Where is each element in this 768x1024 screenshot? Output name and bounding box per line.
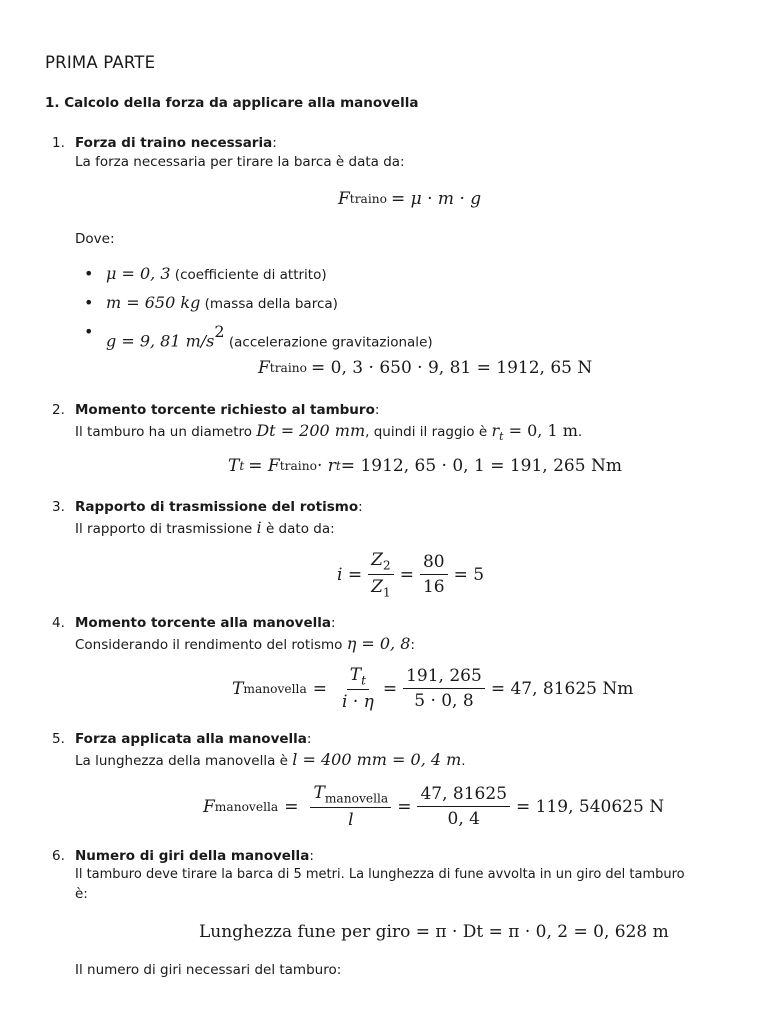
equation-torque-crank: T manovella = $\frac{T_t}{i \cdot \eta}$ = $\frac{191, 265}{5 \cdot 0, 8}$ = 47, 81625 Nm <box>232 665 634 713</box>
section-title: 1. Calcolo della forza da applicare alla manovella <box>45 95 419 111</box>
step-title: Rapporto di trasmissione del rotismo: <box>75 499 363 515</box>
step-description: Considerando il rendimento del rotismo η = 0, 8: <box>75 634 415 653</box>
fraction: $\frac{T_t}{i \cdot \eta}$ <box>342 665 374 713</box>
fraction: $\frac{Z_2}{Z_1}$ <box>368 551 394 600</box>
step-description: La lunghezza della manovella è l = 400 mm = 0, 4 m. <box>75 750 466 769</box>
fraction: $\frac{80}{16}$ <box>420 553 448 598</box>
step-number: 5. <box>52 731 65 747</box>
fraction: $\frac{T_{manovella}}{l}$ <box>310 784 391 831</box>
step-number: 1. <box>52 135 65 151</box>
equation-force-crank: F manovella = $\frac{T_{manovella}}{l}$ = $\frac{47, 81625}{0, 4}$ = 119, 540625 N <box>203 783 665 831</box>
step-title: Numero di giri della manovella: <box>75 848 314 864</box>
equation-f-traino-value: F traino = 0, 3 · 650 · 9, 81 = 1912, 65 N <box>258 358 593 378</box>
list-item: • m = 650 kg (massa della barca) <box>84 293 433 322</box>
step-description: Il tamburo deve tirare la barca di 5 metri. La lunghezza di fune avvolta in un giro del tamburo <box>75 867 685 882</box>
closing-line: Il numero di giri necessari del tamburo: <box>75 962 342 978</box>
page-heading: PRIMA PARTE <box>45 53 156 72</box>
step-description: Il tamburo ha un diametro Dt = 200 mm, quindi il raggio è $r_t = 0$, 1 m. <box>75 421 583 443</box>
step-description: La forza necessaria per tirare la barca è data da: <box>75 154 405 170</box>
fraction: $\frac{47, 81625}{0, 4}$ <box>417 785 510 830</box>
step-number: 2. <box>52 402 65 418</box>
equation-ratio: i = $\frac{Z_2}{Z_1}$ = $\frac{80}{16}$ = 5 <box>337 550 485 600</box>
equation-torque-drum: T t = F traino · r t = 1912, 65 · 0, 1 = 191, 265 Nm <box>228 456 622 476</box>
dove-label: Dove: <box>75 231 115 247</box>
step-description: Il rapporto di trasmissione i è dato da: <box>75 518 335 537</box>
step-title: Momento torcente alla manovella: <box>75 615 336 631</box>
step-title: Forza applicata alla manovella: <box>75 731 312 747</box>
fraction: $\frac{191, 265}{5 \cdot 0, 8}$ <box>403 667 485 712</box>
step-title: Forza di traino necessaria: <box>75 135 277 151</box>
equation-rope-length: Lunghezza fune per giro = π · Dt = π · 0, 2 = 0, 628 m <box>199 922 669 942</box>
equation-f-traino-def: F traino = μ · m · g <box>338 189 482 209</box>
step-number: 6. <box>52 848 65 864</box>
step-number: 3. <box>52 499 65 515</box>
step-number: 4. <box>52 615 65 631</box>
step-title: Momento torcente richiesto al tamburo: <box>75 402 380 418</box>
list-item: • g = 9, 81 m/s2 (accelerazione gravitazionale) <box>84 322 433 351</box>
variable-list <box>84 264 433 351</box>
list-item: • μ = 0, 3 (coefficiente di attrito) <box>84 264 433 293</box>
step-description-cont: è: <box>75 886 88 902</box>
